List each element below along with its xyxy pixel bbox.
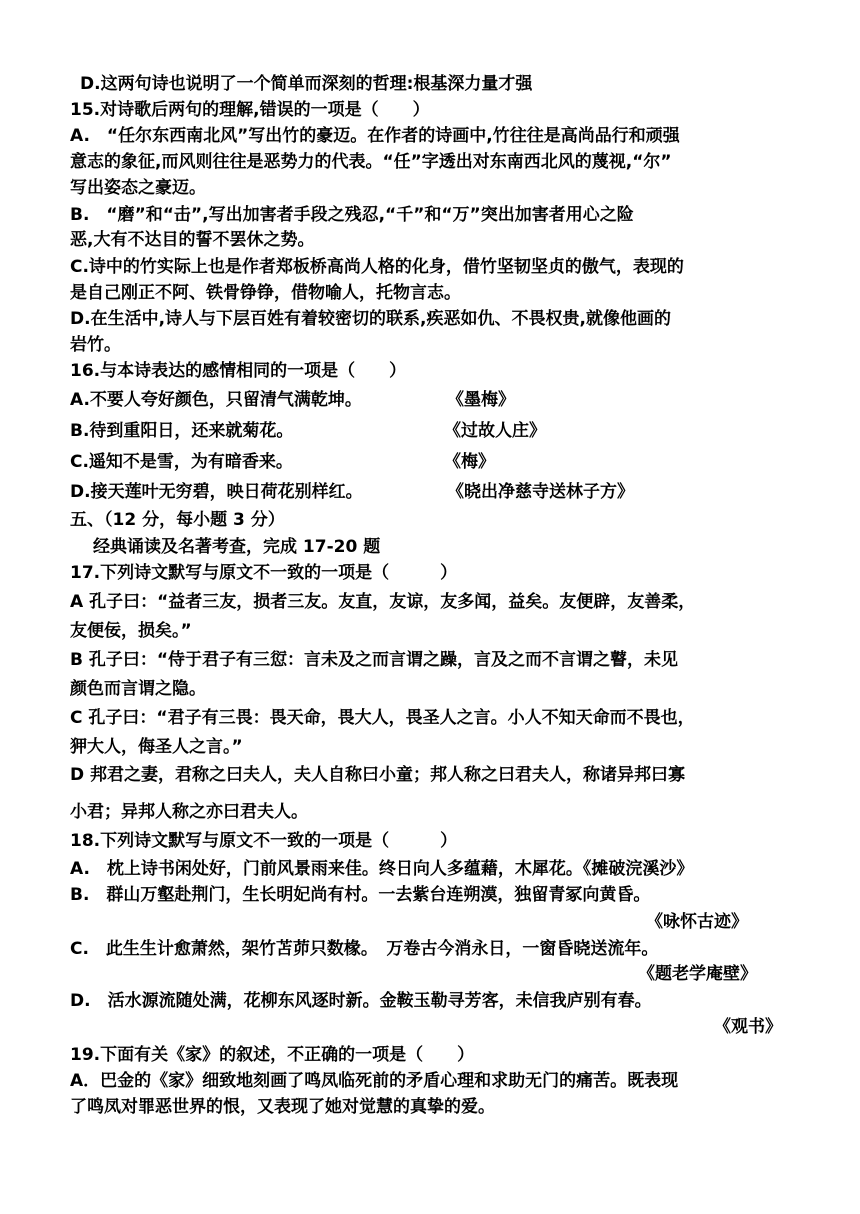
q15-option-b-line2: 恶,大有不达目的誓不罢休之势。 (70, 230, 315, 250)
q16-option-a-source: 《墨梅》 (447, 390, 515, 410)
q15-option-d-line1: D.在生活中,诗人与下层百姓有着较密切的联系,疾恶如仇、不畏权贵,就像他画的 (70, 309, 671, 329)
q19-stem: 19.下面有关《家》的叙述，不正确的一项是（ ） (70, 1045, 475, 1065)
q15-option-c-line1: C.诗中的竹实际上也是作者郑板桥高尚人格的化身，借竹坚韧坚贞的傲气，表现的 (70, 257, 684, 277)
q17-option-b-line1: B 孔子曰：“侍于君子有三愆：言未及之而言谓之躁，言及之而不言谓之瞽，未见 (70, 650, 679, 670)
q18-stem: 18.下列诗文默写与原文不一致的一项是（ ） (70, 831, 458, 851)
q18-option-c-source: 《题老学庵壁》 (638, 964, 757, 984)
q18-option-b-source: 《咏怀古迹》 (646, 912, 748, 932)
q19-option-a-line2: 了鸣凤对罪恶世界的恨，又表现了她对觉慧的真挚的爱。 (70, 1097, 495, 1117)
q18-option-d-source: 《观书》 (714, 1017, 782, 1037)
q17-option-b-line2: 颜色而言谓之隐。 (70, 679, 206, 699)
q17-option-c-line1: C 孔子曰：“君子有三畏：畏天命，畏大人，畏圣人之言。小人不知天命而不畏也， (70, 708, 695, 728)
q14-option-d: D.这两句诗也说明了一个简单而深刻的哲理:根基深力量才强 (80, 74, 533, 94)
q17-option-a-line1: A 孔子曰：“益者三友，损者三友。友直，友谅，友多闻，益矣。友便辟，友善柔， (70, 592, 696, 612)
q18-option-c: C. 此生生计愈萧然，架竹苫茆只数椽。 万卷古今消永日，一窗昏晓送流年。 (70, 939, 659, 959)
q16-option-c: C.遥知不是雪，为有暗香来。 (70, 452, 293, 472)
q17-stem: 17.下列诗文默写与原文不一致的一项是（ ） (70, 563, 458, 583)
q19-option-a-line1: A．巴金的《家》细致地刻画了鸣凤临死前的矛盾心理和求助无门的痛苦。既表现 (70, 1071, 679, 1091)
q15-option-c-line2: 是自己刚正不阿、铁骨铮铮，借物喻人，托物言志。 (70, 283, 461, 303)
q15-option-a-line2: 意志的象征,而风则往往是恶势力的代表。“任”字透出对东南西北风的蔑视,“尔” (70, 152, 672, 172)
q15-option-a-line1: A. “任尔东西南北风”写出竹的豪迈。在作者的诗画中,竹往往是高尚品行和顽强 (70, 126, 680, 146)
q15-option-a-line3: 写出姿态之豪迈。 (70, 178, 206, 198)
q15-option-d-line2: 岩竹。 (70, 335, 121, 355)
q16-option-a: A.不要人夸好颜色，只留清气满乾坤。 (70, 390, 362, 410)
section-five-instruction: 经典诵读及名著考查，完成 17-20 题 (76, 537, 381, 557)
q17-option-c-line2: 狎大人，侮圣人之言。” (70, 737, 243, 757)
q18-option-a: A. 枕上诗书闲处好，门前风景雨来佳。终日向人多蕴藉，木犀花。《摊破浣溪沙》 (70, 859, 694, 879)
q16-option-d: D.接天莲叶无穷碧，映日荷花别样红。 (70, 482, 363, 502)
q17-option-a-line2: 友便佞，损矣。” (70, 621, 192, 641)
section-five-heading: 五、（12 分，每小题 3 分） (70, 510, 285, 530)
q16-option-d-source: 《晓出净慈寺送林子方》 (447, 482, 634, 502)
q18-option-d: D. 活水源流随处满，花柳东风逐时新。金鞍玉勒寻芳客，未信我庐别有春。 (70, 991, 652, 1011)
q17-option-d-line1: D 邦君之妻，君称之曰夫人，夫人自称曰小童；邦人称之曰君夫人，称诸异邦曰寡 (70, 765, 686, 785)
q16-stem: 16.与本诗表达的感情相同的一项是（ ） (70, 361, 407, 381)
q16-option-b-source: 《过故人庄》 (444, 421, 546, 441)
q15-option-b-line1: B. “磨”和“击”,写出加害者手段之残忍,“千”和“万”突出加害者用心之险 (70, 205, 634, 225)
q15-stem: 15.对诗歌后两句的理解,错误的一项是（ ） (70, 100, 430, 120)
q17-option-d-line2: 小君；异邦人称之亦曰君夫人。 (70, 802, 308, 822)
q16-option-b: B.待到重阳日，还来就菊花。 (70, 421, 294, 441)
q18-option-b: B. 群山万壑赴荆门，生长明妃尚有村。一去紫台连朔漠，独留青冢向黄昏。 (70, 885, 651, 905)
q16-option-c-source: 《梅》 (444, 452, 495, 472)
